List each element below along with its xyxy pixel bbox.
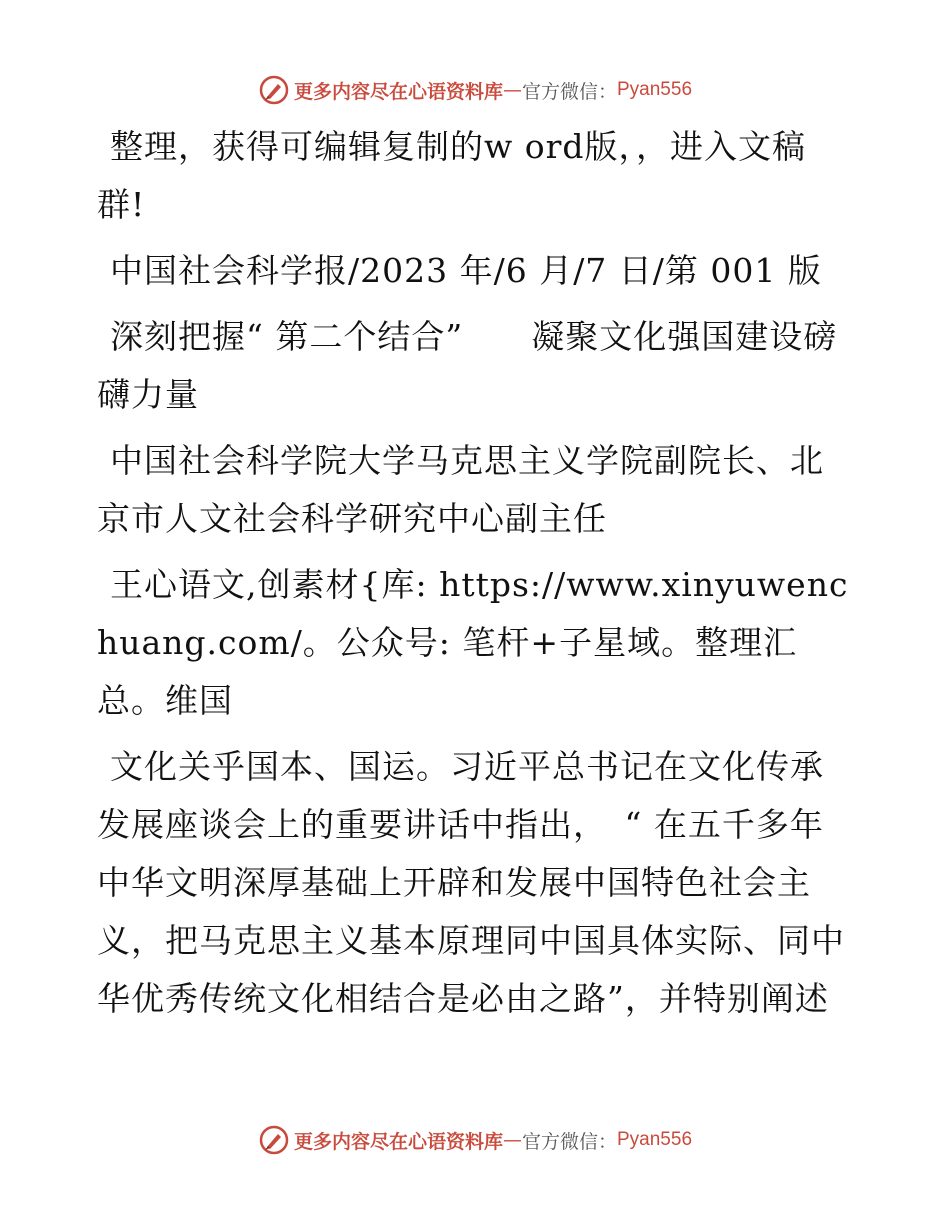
footer-watermark-banner [0, 1120, 950, 1160]
author-affiliation: 中国社会科学院大学马克思主义学院副院长、北京市人文社会科学研究中心副主任 [97, 441, 824, 538]
intro-paragraph: 整理，获得可编辑复制的w ord版，，进入文稿群! [97, 127, 807, 224]
banner-official-label: 官方微信： [521, 1130, 617, 1153]
article-title: 深刻把握“ 第二个结合” 凝聚文化强国建设磅礴力量 [97, 317, 838, 414]
pen-nib-logo-icon [258, 1124, 290, 1156]
pen-nib-logo-icon [258, 74, 290, 106]
banner-official-label: 官方微信： [521, 80, 617, 103]
banner-brand-text: 更多内容尽在心语资料库 [293, 80, 503, 103]
banner-dash: — [502, 79, 522, 101]
document-body [97, 118, 853, 1036]
source-notice-paragraph: 王心语文,创素材{库: https://www.xinyuwenchuang.com/。公众号: 笔杆+子星域。整理汇总。维国 [97, 565, 849, 720]
header-watermark-banner [0, 70, 950, 110]
banner-dash: — [502, 1129, 522, 1151]
banner-brand-text: 更多内容尽在心语资料库 [293, 1130, 503, 1153]
banner-wechat-id: Pyan556 [617, 1129, 693, 1150]
banner-wechat-id: Pyan556 [617, 79, 693, 100]
body-paragraph: 文化关乎国本、国运。习近平总书记在文化传承发展座谈会上的重要讲话中指出， “ 在五千多年中华文明深厚基础上开辟和发展中国特色社会主义，把马克思主义基本原理同中国具体实际、同中华优秀传统文化相结合是必由之路”，并特别阐述 [97, 747, 845, 1018]
source-date-line: 中国社会科学报/2023 年/6 月/7 日/第 001 版 [110, 251, 822, 290]
